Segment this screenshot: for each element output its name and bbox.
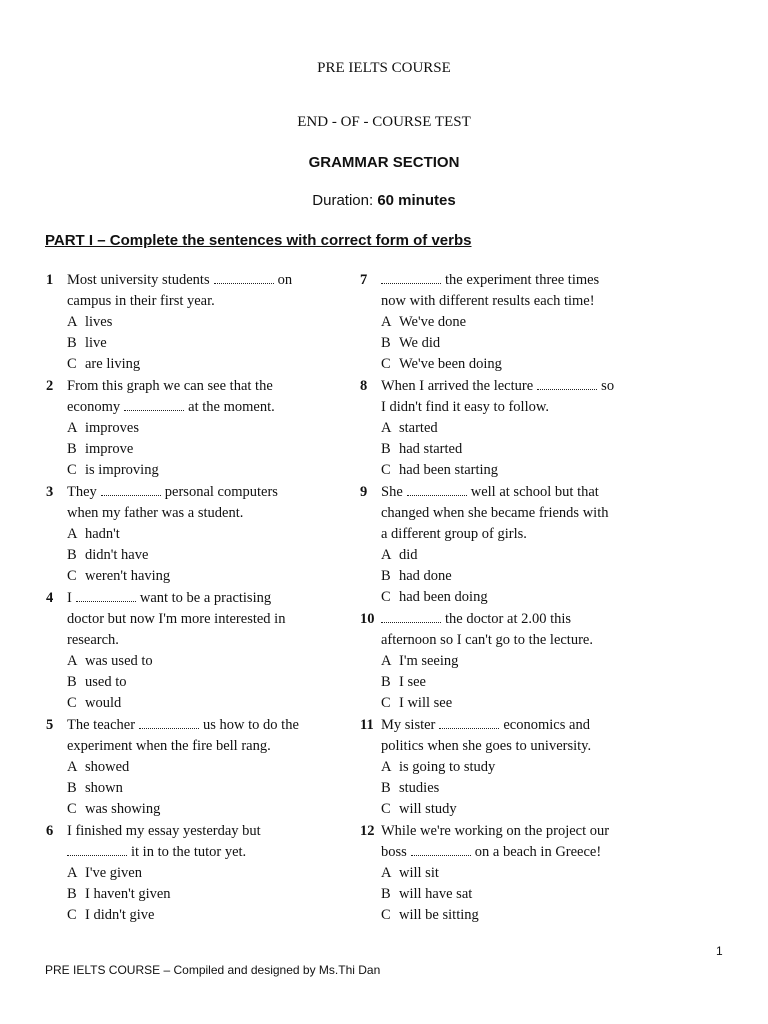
option-content (67, 566, 170, 587)
question-text-segment: economy (67, 399, 121, 415)
option-letter: A (67, 653, 78, 669)
option-content (67, 460, 159, 481)
answer-option[interactable] (46, 799, 346, 820)
question-text-segment: I didn't find it easy to follow. (381, 399, 549, 415)
option-text: are living (85, 356, 141, 372)
answer-option[interactable] (46, 524, 346, 545)
option-letter: C (381, 356, 391, 372)
answer-blank (407, 485, 467, 496)
option-letter: C (381, 907, 391, 923)
option-text: started (399, 420, 438, 436)
option-text: had started (399, 441, 463, 457)
footer: PRE IELTS COURSE – Compiled and designed by Ms.Thi Dan (45, 963, 381, 977)
question-text-segment: now with different results each time! (381, 293, 595, 309)
option-text: didn't have (85, 547, 149, 563)
answer-blank (67, 845, 127, 856)
question-line (360, 715, 660, 736)
option-content (67, 672, 126, 693)
question-line (46, 736, 346, 757)
question-text-segment: so (601, 378, 615, 394)
option-content (67, 651, 153, 672)
option-letter: C (381, 695, 391, 711)
question-line (360, 609, 660, 630)
answer-option[interactable] (46, 312, 346, 333)
question-4 (46, 588, 346, 714)
option-letter: A (67, 759, 78, 775)
option-letter: A (381, 759, 392, 775)
answer-option[interactable] (46, 439, 346, 460)
question-text (381, 291, 595, 312)
question-text-segment: want to be a practising (139, 590, 272, 606)
option-letter: B (381, 335, 391, 351)
question-text (381, 736, 591, 757)
answer-option[interactable] (360, 333, 660, 354)
question-text-segment: Most university students (67, 272, 210, 288)
option-content (381, 693, 452, 714)
question-text-segment: personal computers (164, 484, 278, 500)
course-title: PRE IELTS COURSE (317, 60, 451, 76)
question-text-segment: it in to the tutor yet. (131, 844, 247, 860)
option-letter: A (67, 865, 78, 881)
option-content (67, 778, 123, 799)
answer-blank (537, 379, 597, 390)
answer-option[interactable] (360, 778, 660, 799)
answer-option[interactable] (360, 587, 660, 608)
question-1 (46, 270, 346, 375)
option-letter: C (67, 356, 77, 372)
option-text: I didn't give (85, 907, 155, 923)
option-text: will sit (399, 865, 439, 881)
question-text (67, 503, 243, 524)
option-text: I haven't given (85, 886, 171, 902)
question-number: 3 (46, 484, 54, 500)
option-text: showed (85, 759, 130, 775)
question-text (67, 270, 292, 291)
question-text-segment: well at school but that (470, 484, 599, 500)
question-line (360, 376, 660, 397)
option-letter: A (381, 547, 392, 563)
option-letter: B (67, 886, 77, 902)
answer-option[interactable] (46, 354, 346, 375)
question-text-segment: afternoon so I can't go to the lecture. (381, 632, 593, 648)
question-line (360, 842, 660, 863)
question-number: 11 (360, 717, 374, 733)
option-letter: A (381, 420, 392, 436)
page-number: 1 (716, 944, 723, 958)
option-text: weren't having (85, 568, 171, 584)
question-line (46, 482, 346, 503)
option-letter: A (67, 420, 78, 436)
option-content (67, 884, 171, 905)
answer-option[interactable] (360, 757, 660, 778)
answer-option[interactable] (360, 545, 660, 566)
option-text: will study (399, 801, 457, 817)
question-text-segment: us how to do the (203, 717, 299, 733)
option-content (381, 672, 426, 693)
option-content (381, 460, 498, 481)
answer-option[interactable] (360, 566, 660, 587)
question-text-segment: changed when she became friends with (381, 505, 609, 521)
option-content (67, 693, 121, 714)
answer-option[interactable] (360, 884, 660, 905)
option-letter: B (381, 780, 391, 796)
answer-blank (101, 485, 161, 496)
question-text (381, 524, 527, 545)
option-text: is going to study (399, 759, 496, 775)
option-content (381, 587, 488, 608)
question-text-segment: a different group of girls. (381, 526, 527, 542)
answer-option[interactable] (360, 863, 660, 884)
question-number: 8 (360, 378, 368, 394)
option-content (381, 418, 438, 439)
option-content (381, 566, 452, 587)
question-text (381, 842, 601, 863)
answer-option[interactable] (46, 333, 346, 354)
question-text (381, 270, 599, 291)
option-content (381, 757, 495, 778)
question-line (360, 630, 660, 651)
option-letter: B (381, 886, 391, 902)
option-text: I've given (85, 865, 142, 881)
option-content (67, 905, 154, 926)
option-letter: B (67, 441, 77, 457)
question-text (381, 482, 599, 503)
question-text (381, 376, 614, 397)
option-text: I'm seeing (399, 653, 459, 669)
question-text (67, 376, 273, 397)
question-number: 4 (46, 590, 54, 606)
option-letter: C (67, 462, 77, 478)
question-number: 10 (360, 611, 375, 627)
question-text-segment: campus in their first year. (67, 293, 215, 309)
option-content (381, 799, 457, 820)
option-content (67, 439, 133, 460)
question-text-segment: My sister (381, 717, 436, 733)
question-6 (46, 821, 346, 926)
question-number: 7 (360, 272, 368, 288)
question-number: 5 (46, 717, 54, 733)
test-title: END - OF - COURSE TEST (297, 114, 471, 130)
answer-option[interactable] (46, 693, 346, 714)
answer-option[interactable] (46, 545, 346, 566)
question-line (360, 270, 660, 291)
question-3 (46, 482, 346, 587)
question-text (67, 630, 119, 651)
question-line (360, 821, 660, 842)
option-text: I will see (399, 695, 453, 711)
answer-option[interactable] (360, 672, 660, 693)
option-text: had been starting (399, 462, 499, 478)
answer-option[interactable] (46, 778, 346, 799)
option-letter: A (381, 653, 392, 669)
option-text: shown (85, 780, 123, 796)
option-text: had been doing (399, 589, 488, 605)
option-content (381, 863, 439, 884)
question-5 (46, 715, 346, 820)
answer-blank (381, 273, 441, 284)
question-text-segment: at the moment. (188, 399, 275, 415)
question-number: 1 (46, 272, 54, 288)
option-content (381, 545, 418, 566)
option-text: We've done (399, 314, 467, 330)
answer-option[interactable] (360, 439, 660, 460)
question-text-segment: experiment when the fire bell rang. (67, 738, 271, 754)
section-title: GRAMMAR SECTION (308, 154, 460, 171)
option-content (67, 863, 142, 884)
option-content (381, 778, 439, 799)
option-text: We've been doing (399, 356, 502, 372)
question-text-segment: boss (381, 844, 407, 860)
question-line (46, 842, 346, 863)
option-content (67, 333, 107, 354)
question-text-segment: doctor but now I'm more interested in (67, 611, 286, 627)
question-line (46, 376, 346, 397)
questions-left-column (46, 270, 346, 927)
answer-option[interactable] (46, 905, 346, 926)
option-text: lives (85, 314, 113, 330)
question-line (46, 588, 346, 609)
answer-blank (214, 273, 274, 284)
option-content (381, 333, 440, 354)
question-text (381, 397, 549, 418)
question-text (381, 630, 593, 651)
answer-option[interactable] (46, 757, 346, 778)
question-8 (360, 376, 660, 481)
question-text (381, 609, 571, 630)
question-line (360, 736, 660, 757)
option-letter: C (381, 801, 391, 817)
option-letter: B (67, 674, 77, 690)
question-number: 9 (360, 484, 368, 500)
answer-option[interactable] (46, 884, 346, 905)
answer-option[interactable] (46, 863, 346, 884)
answer-option[interactable] (360, 354, 660, 375)
question-text-segment: They (67, 484, 97, 500)
question-text-segment: the experiment three times (445, 272, 600, 288)
question-text-segment: While we're working on the project our (381, 823, 610, 839)
question-line (360, 291, 660, 312)
option-text: live (85, 335, 107, 351)
option-content (381, 651, 458, 672)
question-11 (360, 715, 660, 820)
option-letter: C (381, 462, 391, 478)
answer-blank (76, 591, 136, 602)
option-text: improves (85, 420, 139, 436)
question-text (67, 482, 278, 503)
option-content (381, 905, 479, 926)
answer-blank (439, 718, 499, 729)
question-text (67, 397, 275, 418)
question-line (360, 397, 660, 418)
answer-option[interactable] (360, 651, 660, 672)
option-content (67, 799, 160, 820)
question-text-segment: I finished my essay yesterday but (67, 823, 261, 839)
option-letter: B (381, 441, 391, 457)
option-content (381, 884, 472, 905)
option-letter: C (67, 568, 77, 584)
question-text-segment: From this graph we can see that the (67, 378, 273, 394)
option-content (67, 354, 140, 375)
question-line (46, 609, 346, 630)
question-text-segment: research. (67, 632, 119, 648)
option-text: would (85, 695, 122, 711)
answer-option[interactable] (360, 905, 660, 926)
option-content (381, 439, 462, 460)
question-text-segment: on (277, 272, 293, 288)
option-text: We did (399, 335, 441, 351)
option-letter: C (67, 801, 77, 817)
duration-value: 60 minutes (377, 192, 456, 209)
question-line (360, 482, 660, 503)
answer-option[interactable] (360, 460, 660, 481)
answer-option[interactable] (360, 418, 660, 439)
option-text: used to (85, 674, 127, 690)
option-text: hadn't (85, 526, 120, 542)
question-7 (360, 270, 660, 375)
option-text: will have sat (399, 886, 473, 902)
option-letter: B (381, 674, 391, 690)
option-content (381, 312, 466, 333)
option-text: I see (399, 674, 426, 690)
question-text (67, 736, 271, 757)
option-text: was showing (85, 801, 161, 817)
question-text (67, 842, 246, 863)
question-text (381, 503, 608, 524)
questions-right-column (360, 270, 660, 927)
question-text-segment: She (381, 484, 403, 500)
option-text: was used to (85, 653, 153, 669)
question-text-segment: the doctor at 2.00 this (445, 611, 572, 627)
question-text (67, 821, 261, 842)
option-letter: B (67, 780, 77, 796)
part-title: PART I – Complete the sentences with correct form of verbs (45, 232, 472, 249)
question-2 (46, 376, 346, 481)
answer-blank (411, 845, 471, 856)
question-text (67, 588, 271, 609)
question-text-segment: When I arrived the lecture (381, 378, 534, 394)
option-content (67, 757, 129, 778)
option-content (67, 524, 120, 545)
option-letter: A (67, 314, 78, 330)
answer-option[interactable] (360, 312, 660, 333)
question-text (67, 609, 285, 630)
option-content (67, 312, 112, 333)
option-content (67, 418, 139, 439)
answer-option[interactable] (46, 460, 346, 481)
option-letter: A (381, 865, 392, 881)
question-line (46, 821, 346, 842)
answer-option[interactable] (46, 651, 346, 672)
option-letter: B (381, 568, 391, 584)
answer-blank (381, 612, 441, 623)
option-letter: A (67, 526, 78, 542)
answer-option[interactable] (46, 418, 346, 439)
question-text-segment: The teacher (67, 717, 136, 733)
option-letter: B (67, 547, 77, 563)
question-9 (360, 482, 660, 608)
option-text: will be sitting (399, 907, 479, 923)
question-line (46, 503, 346, 524)
question-line (46, 715, 346, 736)
question-text-segment: politics when she goes to university. (381, 738, 592, 754)
answer-option[interactable] (46, 672, 346, 693)
option-text: had done (399, 568, 452, 584)
question-line (46, 270, 346, 291)
option-letter: C (67, 907, 77, 923)
option-letter: A (381, 314, 392, 330)
answer-option[interactable] (360, 799, 660, 820)
question-line (360, 503, 660, 524)
question-number: 2 (46, 378, 54, 394)
option-content (67, 545, 148, 566)
question-text-segment: economics and (503, 717, 590, 733)
answer-option[interactable] (360, 693, 660, 714)
answer-option[interactable] (46, 566, 346, 587)
question-line (46, 291, 346, 312)
question-line (46, 630, 346, 651)
option-content (381, 354, 502, 375)
question-text-segment: on a beach in Greece! (474, 844, 602, 860)
option-text: is improving (85, 462, 159, 478)
question-text (67, 291, 215, 312)
question-number: 6 (46, 823, 54, 839)
option-text: did (399, 547, 418, 563)
question-text (67, 715, 299, 736)
answer-blank (124, 400, 184, 411)
duration-label: Duration: (312, 192, 378, 209)
question-12 (360, 821, 660, 926)
question-text-segment: when my father was a student. (67, 505, 244, 521)
duration (0, 192, 768, 209)
option-letter: C (381, 589, 391, 605)
option-text: improve (85, 441, 134, 457)
question-text (381, 821, 609, 842)
option-letter: B (67, 335, 77, 351)
question-text-segment: I (67, 590, 72, 606)
question-number: 12 (360, 823, 375, 839)
option-text: studies (399, 780, 440, 796)
answer-blank (139, 718, 199, 729)
option-letter: C (67, 695, 77, 711)
question-text (381, 715, 590, 736)
question-10 (360, 609, 660, 714)
question-line (360, 524, 660, 545)
question-line (46, 397, 346, 418)
